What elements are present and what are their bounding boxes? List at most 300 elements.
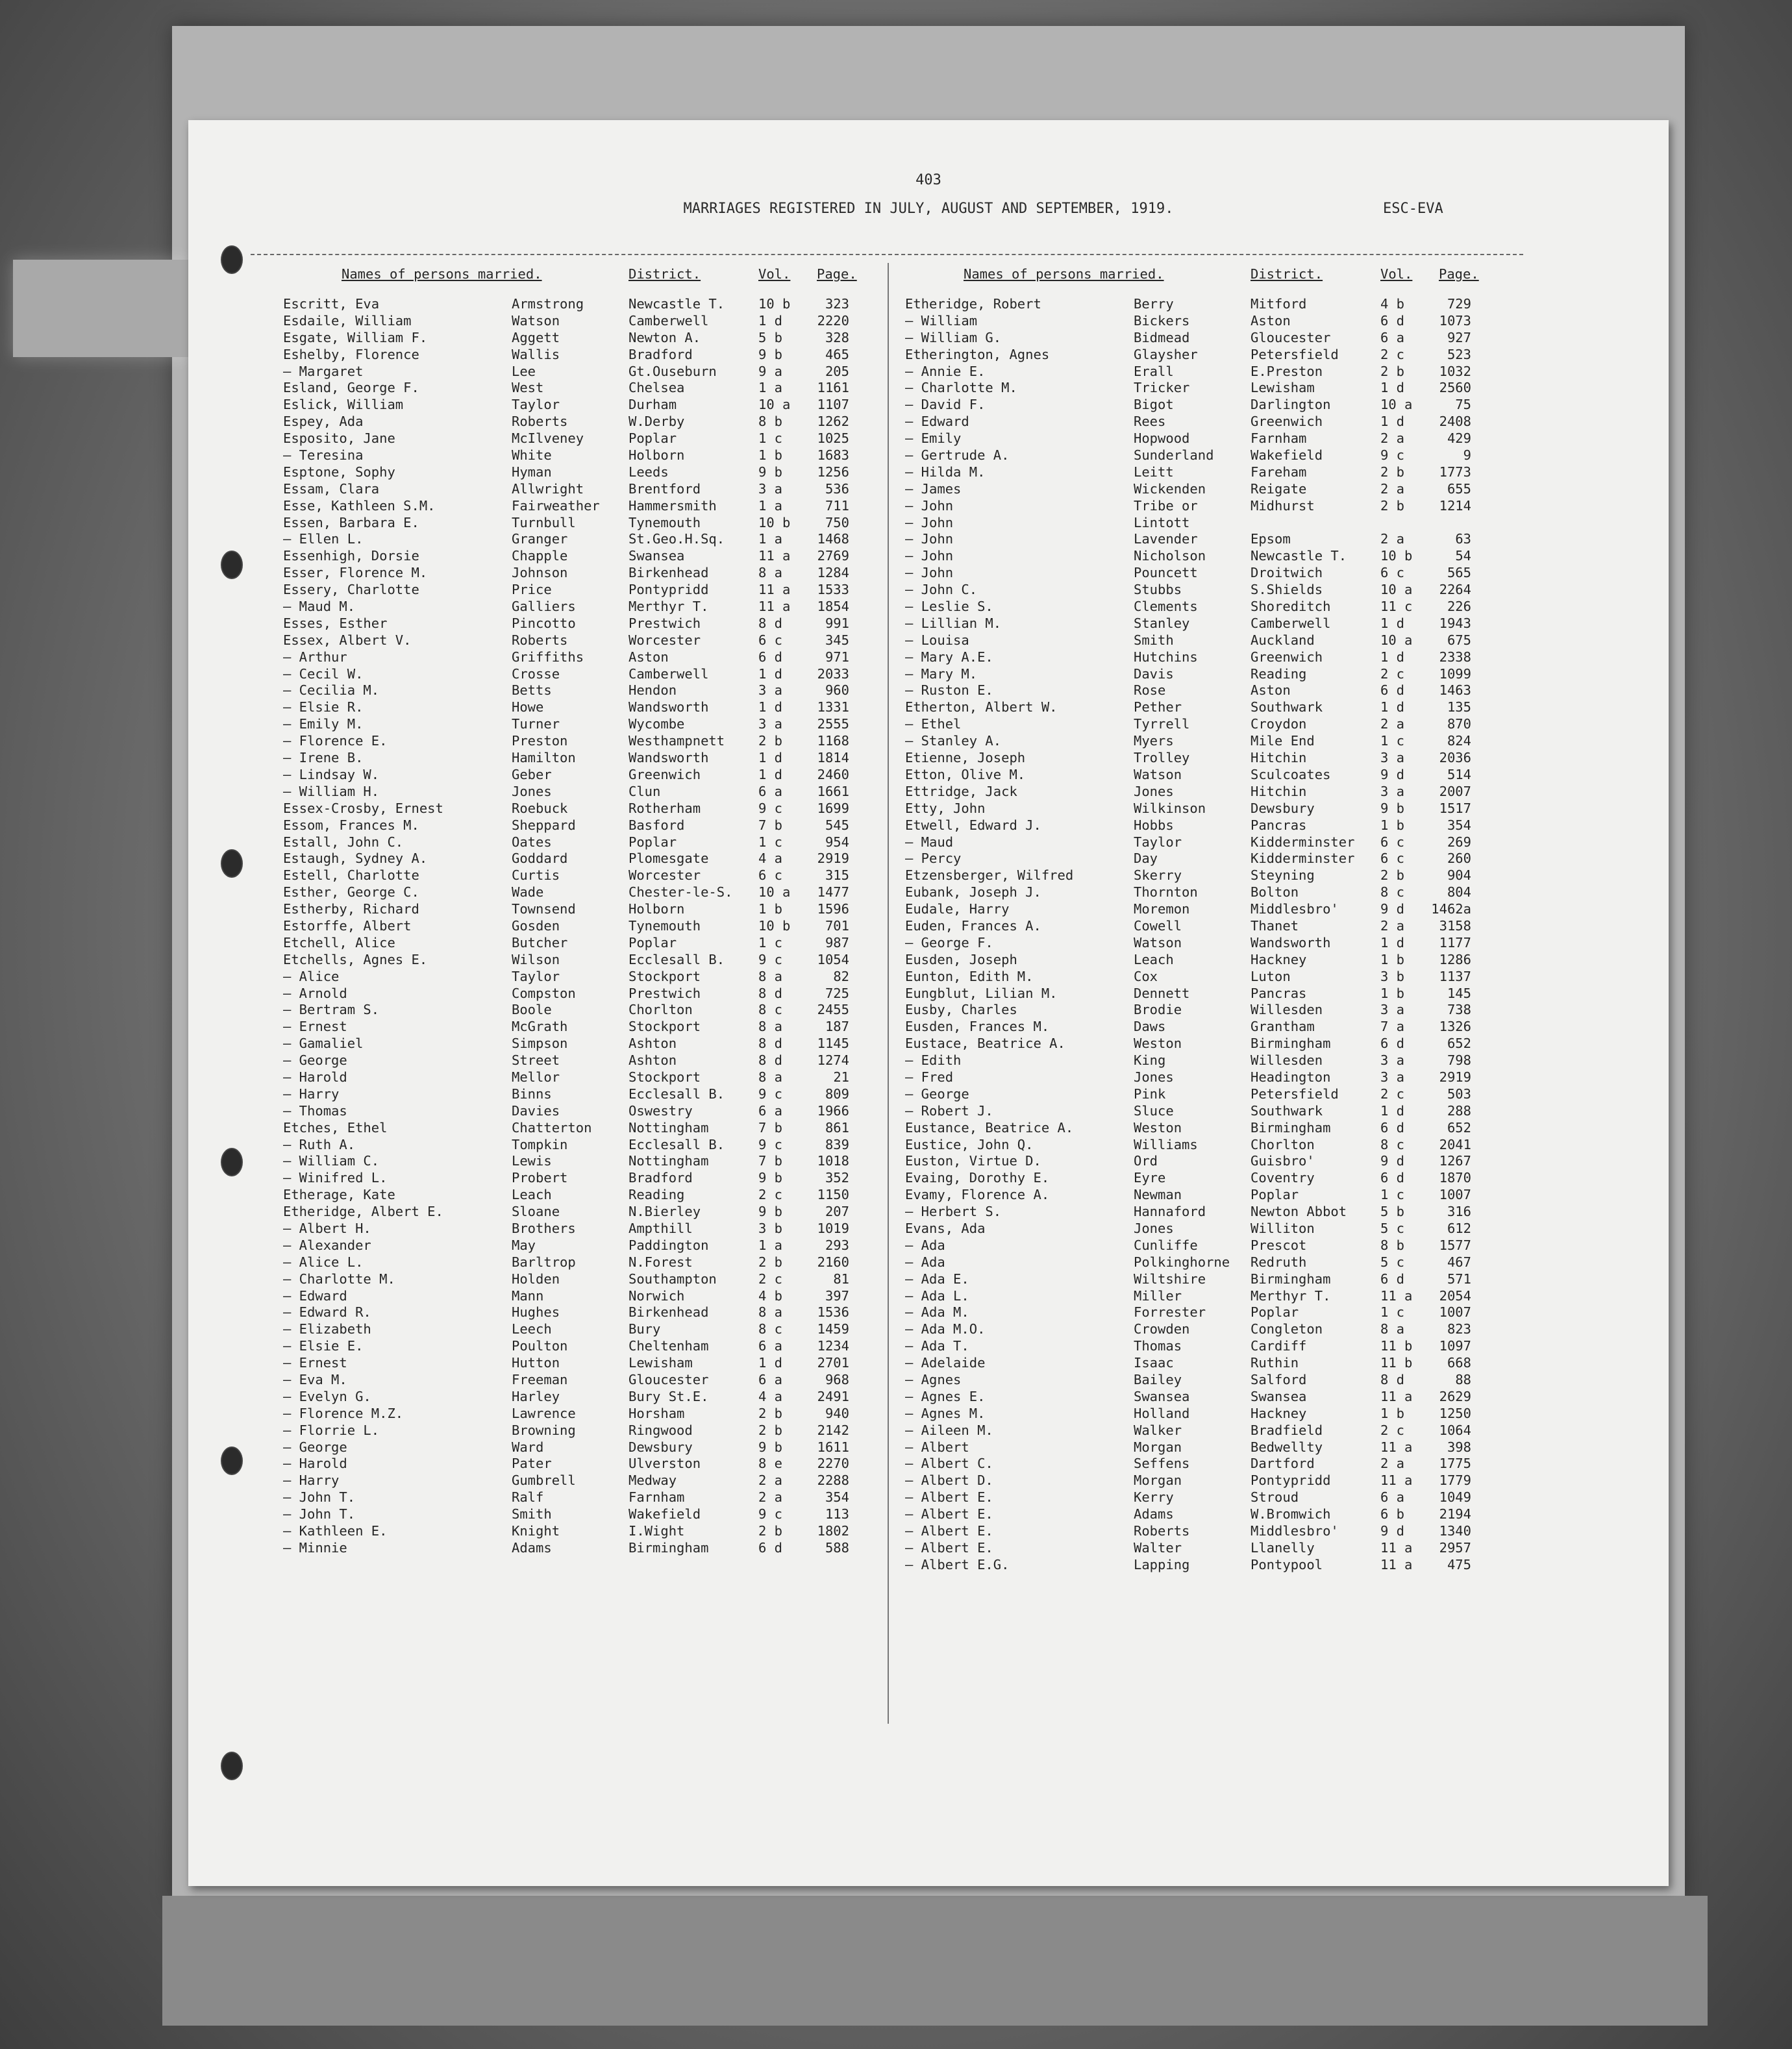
entry-district: Hammersmith <box>628 497 717 514</box>
entry-page: 9 <box>1463 447 1471 464</box>
entry-page: 2555 <box>817 716 849 732</box>
entry-spouse-surname: Betts <box>512 682 552 699</box>
entry-name: — Gamaliel <box>283 1036 364 1052</box>
entry-volume: 6 d <box>758 1539 783 1556</box>
entry-page: 2160 <box>817 1254 849 1270</box>
entry-page: 588 <box>825 1539 849 1556</box>
entry-spouse-surname: Stubbs <box>1134 582 1182 598</box>
entry-page: 940 <box>825 1405 849 1421</box>
entry-page: 1262 <box>817 414 849 430</box>
entry-name: — Arnold <box>283 985 347 1001</box>
entry-spouse-surname: Ralf <box>512 1489 544 1506</box>
entry-spouse-surname: Mann <box>512 1287 544 1304</box>
entry-district: Prescot <box>1251 1237 1307 1253</box>
entry-spouse-surname: Stanley <box>1134 615 1190 631</box>
entry-spouse-surname: Galliers <box>512 599 576 615</box>
entry-name: — William H. <box>283 783 380 799</box>
entry-page: 927 <box>1447 329 1471 345</box>
entry-district: Mitford <box>1251 296 1307 312</box>
entry-volume: 2 c <box>1380 1422 1405 1438</box>
entry-spouse-surname: Mellor <box>512 1069 560 1085</box>
entry-volume: 6 d <box>1380 1170 1405 1186</box>
entry-spouse-surname: Cowell <box>1134 917 1182 934</box>
entry-volume: 8 d <box>758 985 783 1001</box>
punch-hole <box>221 1148 243 1176</box>
entry-volume: 2 b <box>758 1254 783 1270</box>
entry-district: Hackney <box>1251 951 1307 967</box>
entry-spouse-surname: Howe <box>512 699 544 715</box>
entry-page: 352 <box>825 1170 849 1186</box>
entry-spouse-surname: Poulton <box>512 1338 568 1354</box>
entry-name: Etienne, Joseph <box>905 750 1026 766</box>
entry-name: — William <box>905 312 978 329</box>
entry-name: — Albert H. <box>283 1220 371 1236</box>
entry-name: Eubank, Joseph J. <box>905 884 1041 900</box>
entry-volume: 11 a <box>1380 1388 1413 1404</box>
entry-name: Eunton, Edith M. <box>905 968 1034 984</box>
entry-volume: 9 c <box>758 1136 783 1152</box>
entry-volume: 1 b <box>1380 951 1405 967</box>
entry-page: 113 <box>825 1506 849 1522</box>
entry-spouse-surname: Townsend <box>512 901 576 917</box>
entry-district: Stroud <box>1251 1489 1299 1506</box>
entry-district: Petersfield <box>1251 346 1339 362</box>
entry-page: 514 <box>1447 766 1471 782</box>
entry-spouse-surname: Wiltshire <box>1134 1271 1206 1287</box>
entry-name: Espey, Ada <box>283 414 364 430</box>
entry-district: Newton Abbot <box>1251 1204 1347 1220</box>
entry-page: 2054 <box>1439 1287 1471 1304</box>
entry-spouse-surname: Thornton <box>1134 884 1198 900</box>
entry-name: Essenhigh, Dorsie <box>283 548 419 564</box>
page-range: ESC-EVA <box>1383 201 1443 217</box>
entry-volume: 2 b <box>758 733 783 749</box>
entry-page: 1326 <box>1439 1019 1471 1035</box>
entry-name: — Ada <box>905 1237 945 1253</box>
entry-spouse-surname: Tribe or <box>1134 497 1198 514</box>
entry-name: Eslick, William <box>283 397 404 413</box>
header-district: District. <box>628 266 701 282</box>
entry-volume: 1 d <box>1380 699 1405 715</box>
entry-page: 1779 <box>1439 1472 1471 1489</box>
entry-page: 81 <box>833 1271 849 1287</box>
entry-volume: 7 b <box>758 1153 783 1169</box>
entry-spouse-surname: Miller <box>1134 1287 1182 1304</box>
entry-district: Tynemouth <box>628 514 701 530</box>
entry-spouse-surname: Hutton <box>512 1355 560 1371</box>
entry-volume: 6 d <box>758 649 783 665</box>
entry-name: — Charlotte M. <box>905 380 1017 396</box>
entry-page: 823 <box>1447 1321 1471 1337</box>
entry-district: Clun <box>628 783 661 799</box>
entry-volume: 3 a <box>1380 1002 1405 1018</box>
entry-volume: 11 a <box>1380 1439 1413 1455</box>
entry-spouse-surname: Jones <box>1134 1069 1174 1085</box>
entry-page: 711 <box>825 497 849 514</box>
entry-page: 750 <box>825 514 849 530</box>
entry-page: 2033 <box>817 665 849 682</box>
entry-spouse-surname: Smith <box>512 1506 552 1522</box>
entry-volume: 9 d <box>1380 901 1405 917</box>
entry-page: 1019 <box>817 1220 849 1236</box>
entry-page: 954 <box>825 834 849 850</box>
entry-spouse-surname: Roebuck <box>512 800 568 816</box>
entry-page: 1137 <box>1439 968 1471 984</box>
entry-spouse-surname: Walker <box>1134 1422 1182 1438</box>
entry-page: 1943 <box>1439 615 1471 631</box>
entry-name: Essery, Charlotte <box>283 582 419 598</box>
entry-name: — Stanley A. <box>905 733 1002 749</box>
entry-page: 655 <box>1447 480 1471 497</box>
entry-district: Reigate <box>1251 480 1307 497</box>
entry-volume: 8 a <box>758 565 783 581</box>
entry-spouse-surname: Holland <box>1134 1405 1190 1421</box>
entry-volume: 6 a <box>758 1102 783 1119</box>
entry-page: 991 <box>825 615 849 631</box>
punch-hole <box>221 1447 243 1475</box>
entry-spouse-surname: May <box>512 1237 536 1253</box>
entry-volume: 7 b <box>758 1119 783 1136</box>
entry-name: Esptone, Sophy <box>283 464 395 480</box>
entry-page: 467 <box>1447 1254 1471 1270</box>
entry-district: Birkenhead <box>628 1304 709 1321</box>
entry-name: Esther, George C. <box>283 884 419 900</box>
entry-volume: 10 b <box>758 514 791 530</box>
entry-page: 2769 <box>817 548 849 564</box>
entry-page: 1007 <box>1439 1304 1471 1321</box>
entry-name: Evaing, Dorothy E. <box>905 1170 1050 1186</box>
entry-name: — Charlotte M. <box>283 1271 395 1287</box>
entry-page: 88 <box>1455 1372 1471 1387</box>
entry-page: 2455 <box>817 1002 849 1018</box>
entry-name: Esser, Florence M. <box>283 565 428 581</box>
entry-page: 1097 <box>1439 1338 1471 1354</box>
entry-page: 1340 <box>1439 1523 1471 1539</box>
bottom-margin <box>162 1896 1708 2026</box>
entry-page: 1177 <box>1439 934 1471 950</box>
entry-volume: 1 a <box>758 497 783 514</box>
entry-page: 1577 <box>1439 1237 1471 1253</box>
entry-district: Holborn <box>628 447 685 464</box>
entry-volume: 1 b <box>758 447 783 464</box>
entry-name: Etheridge, Albert E. <box>283 1204 443 1220</box>
entry-name: — Ada L. <box>905 1287 969 1304</box>
entry-district: Williton <box>1251 1220 1315 1236</box>
entry-name: — Albert <box>905 1439 969 1455</box>
entry-district: Steyning <box>1251 867 1315 884</box>
entry-volume: 8 e <box>758 1456 783 1472</box>
entry-volume: 10 a <box>758 397 791 413</box>
entry-page: 2919 <box>817 851 849 867</box>
entry-name: Estherby, Richard <box>283 901 419 917</box>
entry-spouse-surname: Skerry <box>1134 867 1182 884</box>
entry-volume: 10 b <box>758 296 791 312</box>
entry-district: Swansea <box>628 548 685 564</box>
entry-page: 75 <box>1455 397 1471 413</box>
entry-name: Essen, Barbara E. <box>283 514 419 530</box>
entry-spouse-surname: Wallis <box>512 346 560 362</box>
entry-district: Reading <box>628 1187 685 1203</box>
entry-spouse-surname: Fairweather <box>512 497 600 514</box>
entry-district: Dewsbury <box>1251 800 1315 816</box>
entry-volume: 2 c <box>758 1187 783 1203</box>
entry-page: 612 <box>1447 1220 1471 1236</box>
entry-spouse-surname: Hannaford <box>1134 1204 1206 1220</box>
entry-spouse-surname: Wade <box>512 884 544 900</box>
entry-name: — George <box>283 1439 347 1455</box>
entry-district: Thanet <box>1251 917 1299 934</box>
entry-spouse-surname: Sloane <box>512 1204 560 1220</box>
entry-page: 1256 <box>817 464 849 480</box>
entry-volume: 9 b <box>758 1204 783 1220</box>
entry-district: Stockport <box>628 1069 701 1085</box>
entry-volume: 2 c <box>1380 1086 1405 1102</box>
entry-district: Birmingham <box>1251 1271 1331 1287</box>
entry-name: — Edith <box>905 1052 962 1069</box>
entry-name: — John <box>905 531 954 547</box>
entry-name: — Ada E. <box>905 1271 969 1287</box>
entry-district: Headington <box>1251 1069 1331 1085</box>
entry-spouse-surname: Morgan <box>1134 1472 1182 1489</box>
entry-volume: 11 a <box>1380 1539 1413 1556</box>
entry-spouse-surname: Pink <box>1134 1086 1166 1102</box>
entry-volume: 1 d <box>758 1355 783 1371</box>
entry-name: Eudale, Harry <box>905 901 1010 917</box>
entry-volume: 6 c <box>758 632 783 648</box>
entry-district: Bradford <box>628 1170 693 1186</box>
entry-district: Wandsworth <box>628 750 709 766</box>
entry-name: — Ada <box>905 1254 945 1270</box>
entry-district: Petersfield <box>1251 1086 1339 1102</box>
entry-name: Euston, Virtue D. <box>905 1153 1041 1169</box>
entry-district: Midhurst <box>1251 497 1315 514</box>
entry-page: 1168 <box>817 733 849 749</box>
entry-page: 1145 <box>817 1036 849 1052</box>
entry-volume: 6 d <box>1380 1036 1405 1052</box>
entry-spouse-surname: Adams <box>512 1539 552 1556</box>
entry-volume: 8 a <box>758 1069 783 1085</box>
entry-name: — Ernest <box>283 1019 347 1035</box>
entry-district: Nottingham <box>628 1119 709 1136</box>
entry-name: — John T. <box>283 1489 356 1506</box>
entry-name: Eshelby, Florence <box>283 346 419 362</box>
entry-spouse-surname: Wilson <box>512 951 560 967</box>
entry-page: 1463 <box>1439 682 1471 699</box>
entry-volume: 6 b <box>1380 1506 1405 1522</box>
entry-name: — Alice L. <box>283 1254 364 1270</box>
entry-spouse-surname: Taylor <box>512 397 560 413</box>
entry-district: Greenwich <box>1251 414 1323 430</box>
entry-spouse-surname: Watson <box>1134 766 1182 782</box>
entry-name: — Edward <box>283 1287 347 1304</box>
entry-page: 652 <box>1447 1119 1471 1136</box>
entry-name: Euden, Frances A. <box>905 917 1041 934</box>
entry-district: Aston <box>628 649 669 665</box>
entry-page: 1107 <box>817 397 849 413</box>
entry-spouse-surname: Adams <box>1134 1506 1174 1522</box>
entry-page: 2338 <box>1439 649 1471 665</box>
entry-spouse-surname: Goddard <box>512 851 568 867</box>
entry-district: Wycombe <box>628 716 685 732</box>
entry-page: 1099 <box>1439 665 1471 682</box>
entry-page: 397 <box>825 1287 849 1304</box>
entry-district: Poplar <box>628 430 677 447</box>
entry-volume: 8 c <box>758 1002 783 1018</box>
entry-page: 571 <box>1447 1271 1471 1287</box>
entry-name: — Thomas <box>283 1102 347 1119</box>
entry-name: — Lindsay W. <box>283 766 380 782</box>
entry-volume: 6 a <box>758 783 783 799</box>
entry-name: — Edward R. <box>283 1304 371 1321</box>
header-district: District. <box>1251 266 1323 282</box>
entry-spouse-surname: Oates <box>512 834 552 850</box>
entry-volume: 8 b <box>758 414 783 430</box>
entry-district: Newton A. <box>628 329 701 345</box>
entry-district: Rotherham <box>628 800 701 816</box>
entry-volume: 8 a <box>758 1304 783 1321</box>
entry-district: Hitchin <box>1251 750 1307 766</box>
entry-spouse-surname: Thomas <box>1134 1338 1182 1354</box>
entry-spouse-surname: Simpson <box>512 1036 568 1052</box>
entry-volume: 4 b <box>1380 296 1405 312</box>
entry-spouse-surname: Crosse <box>512 665 560 682</box>
entry-district: Farnham <box>1251 430 1307 447</box>
entry-name: — Ernest <box>283 1355 347 1371</box>
entry-spouse-surname: Hyman <box>512 464 552 480</box>
entry-district: Medway <box>628 1472 677 1489</box>
entry-spouse-surname: Cunliffe <box>1134 1237 1198 1253</box>
entry-name: Esland, George F. <box>283 380 419 396</box>
entry-spouse-surname: Sluce <box>1134 1102 1174 1119</box>
entry-name: — Maud <box>905 834 954 850</box>
entry-name: — Arthur <box>283 649 347 665</box>
entry-page: 668 <box>1447 1355 1471 1371</box>
entry-name: — John T. <box>283 1506 356 1522</box>
page-title: MARRIAGES REGISTERED IN JULY, AUGUST AND SEPTEMBER, 1919. <box>683 201 1174 217</box>
entry-name: — Ada T. <box>905 1338 969 1354</box>
entry-spouse-surname: Holden <box>512 1271 560 1287</box>
entry-page: 1661 <box>817 783 849 799</box>
entry-district: Dartford <box>1251 1456 1315 1472</box>
entry-name: Etherington, Agnes <box>905 346 1050 362</box>
entry-page: 465 <box>825 346 849 362</box>
entry-volume: 11 b <box>1380 1355 1413 1371</box>
entry-volume: 3 b <box>758 1220 783 1236</box>
punch-hole <box>221 245 243 274</box>
entry-district: Brentford <box>628 480 701 497</box>
entry-name: — Irene B. <box>283 750 364 766</box>
entry-page: 288 <box>1447 1102 1471 1119</box>
entry-district: Poplar <box>628 834 677 850</box>
entry-name: — Emily M. <box>283 716 364 732</box>
entry-name: — William G. <box>905 329 1002 345</box>
entry-page: 315 <box>825 867 849 884</box>
entry-name: Esposito, Jane <box>283 430 395 447</box>
entry-page: 1533 <box>817 582 849 598</box>
entry-district: Willesden <box>1251 1052 1323 1069</box>
header-rule <box>251 254 1523 255</box>
entry-name: Eusby, Charles <box>905 1002 1017 1018</box>
entry-name: Essam, Clara <box>283 480 380 497</box>
entry-spouse-surname: Nicholson <box>1134 548 1206 564</box>
entry-district: Bolton <box>1251 884 1299 900</box>
entry-volume: 2 b <box>758 1422 783 1438</box>
entry-page: 323 <box>825 296 849 312</box>
entry-volume: 7 b <box>758 817 783 833</box>
entry-district: Mile End <box>1251 733 1315 749</box>
entry-spouse-surname: Eyre <box>1134 1170 1166 1186</box>
entry-page: 328 <box>825 329 849 345</box>
entry-name: — Ada M. <box>905 1304 969 1321</box>
entry-page: 2264 <box>1439 582 1471 598</box>
entry-volume: 6 d <box>1380 1271 1405 1287</box>
entry-spouse-surname: Leach <box>1134 951 1174 967</box>
entry-volume: 4 b <box>758 1287 783 1304</box>
entry-volume: 8 b <box>1380 1237 1405 1253</box>
entry-volume: 8 d <box>758 615 783 631</box>
entry-name: — Harold <box>283 1069 347 1085</box>
entry-name: Etwell, Edward J. <box>905 817 1041 833</box>
entry-district: Nottingham <box>628 1153 709 1169</box>
entry-page: 725 <box>825 985 849 1001</box>
entry-page: 21 <box>833 1069 849 1085</box>
entry-name: — Agnes M. <box>905 1405 986 1421</box>
entry-spouse-surname: Pater <box>512 1456 552 1472</box>
entry-spouse-surname: Tricker <box>1134 380 1190 396</box>
entry-spouse-surname: Chatterton <box>512 1119 592 1136</box>
entry-page: 701 <box>825 917 849 934</box>
entry-spouse-surname: Gosden <box>512 917 560 934</box>
entry-district: N.Bierley <box>628 1204 701 1220</box>
entry-volume: 8 a <box>758 968 783 984</box>
entry-page: 1150 <box>817 1187 849 1203</box>
entry-page: 3158 <box>1439 917 1471 934</box>
entry-name: — Albert E.G. <box>905 1556 1010 1572</box>
entry-volume: 9 b <box>1380 800 1405 816</box>
entry-page: 207 <box>825 1204 849 1220</box>
entry-volume: 1 c <box>1380 1187 1405 1203</box>
entry-district: Croydon <box>1251 716 1307 732</box>
entry-name: Estall, John C. <box>283 834 404 850</box>
entry-district: Lewisham <box>628 1355 693 1371</box>
entry-name: — Albert D. <box>905 1472 993 1489</box>
entry-spouse-surname: Hughes <box>512 1304 560 1321</box>
entry-page: 1267 <box>1439 1153 1471 1169</box>
entry-page: 960 <box>825 682 849 699</box>
entry-page: 565 <box>1447 565 1471 581</box>
entry-district: Greenwich <box>1251 649 1323 665</box>
entry-volume: 8 c <box>758 1321 783 1337</box>
entry-volume: 2 b <box>758 1523 783 1539</box>
entry-volume: 8 c <box>1380 1136 1405 1152</box>
entry-district: Cheltenham <box>628 1338 709 1354</box>
entry-volume: 6 c <box>1380 851 1405 867</box>
entry-spouse-surname: Sunderland <box>1134 447 1214 464</box>
entry-volume: 5 b <box>758 329 783 345</box>
entry-district: Birmingham <box>1251 1036 1331 1052</box>
entry-volume: 2 b <box>1380 464 1405 480</box>
entry-district: Wakefield <box>628 1506 701 1522</box>
entry-district: Middlesbro' <box>1251 901 1339 917</box>
entry-name: — Elizabeth <box>283 1321 371 1337</box>
entry-district: Horsham <box>628 1405 685 1421</box>
entry-volume: 7 a <box>1380 1019 1405 1035</box>
entry-page: 1214 <box>1439 497 1471 514</box>
entry-spouse-surname: Compston <box>512 985 576 1001</box>
entry-district: St.Geo.H.Sq. <box>628 531 725 547</box>
entry-name: Essex-Crosby, Ernest <box>283 800 443 816</box>
entry-volume: 11 a <box>758 582 791 598</box>
